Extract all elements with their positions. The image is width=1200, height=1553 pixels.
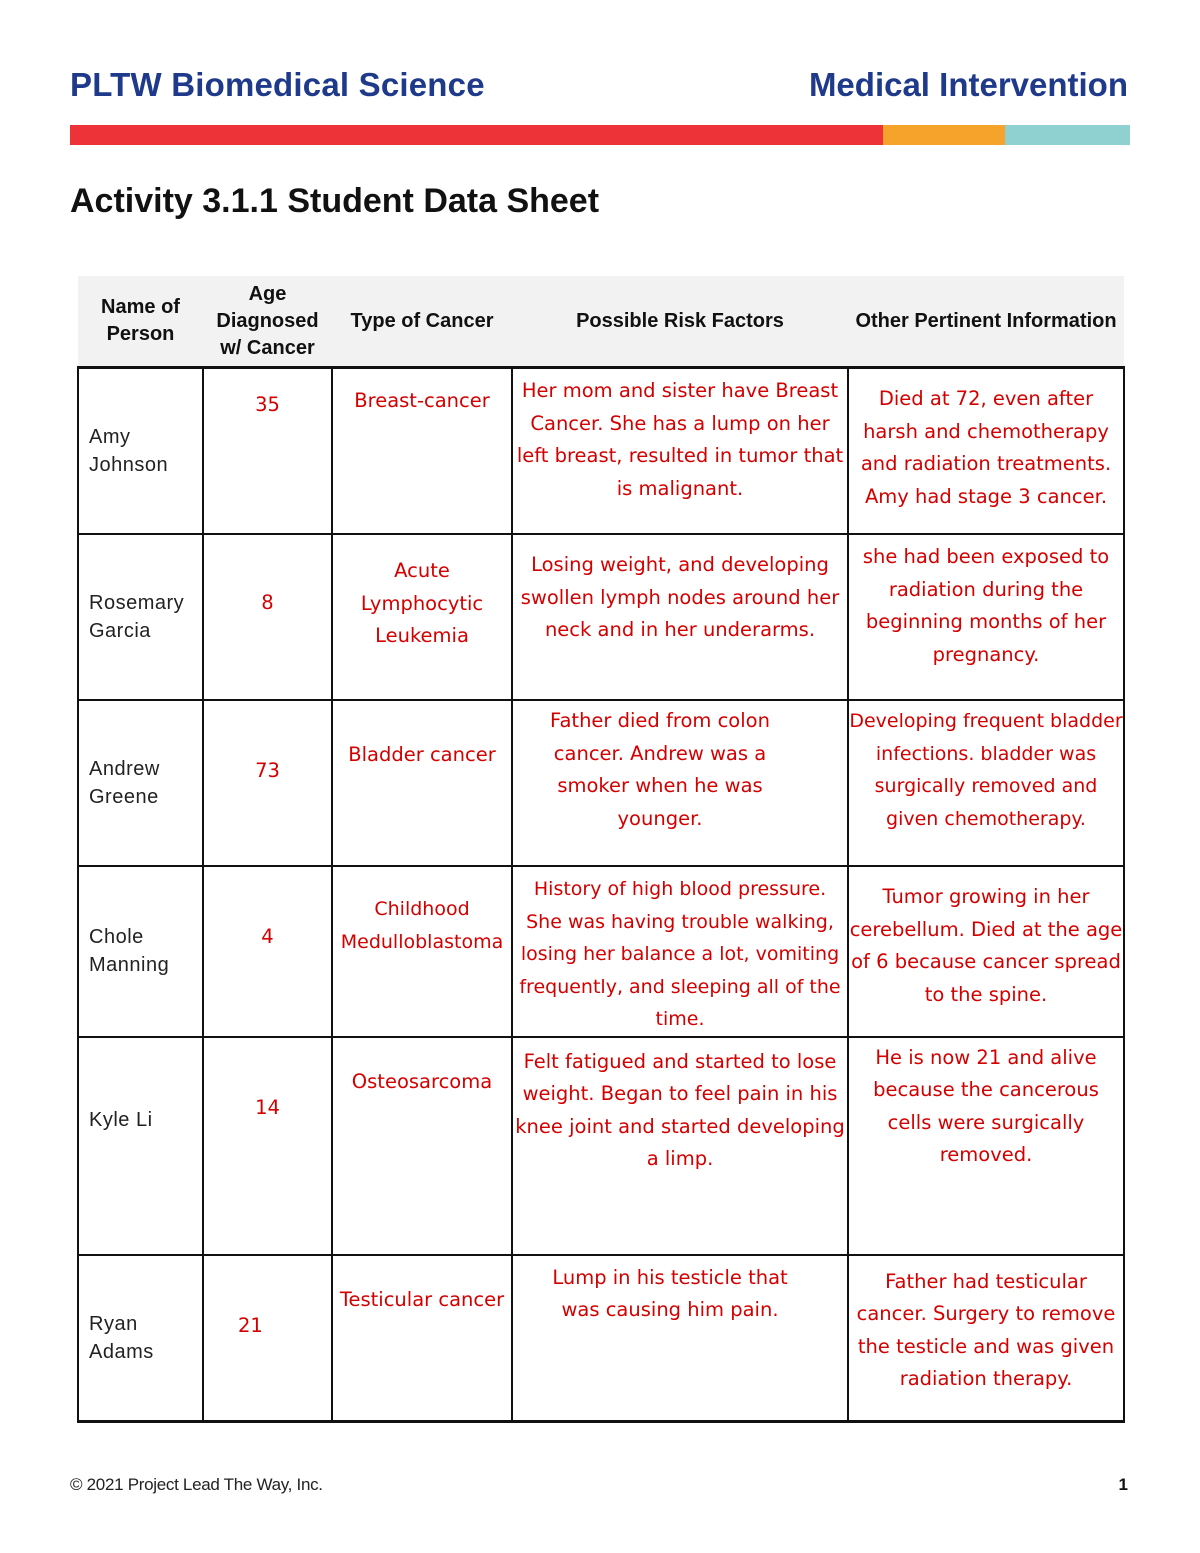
other-cell — [848, 1037, 1124, 1255]
column-header-other: Other Pertinent Information — [848, 276, 1124, 368]
age-diagnosed: 73 — [255, 759, 280, 782]
risk-factors: History of high blood pressure. She was having trouble walking, losing her balance a lot, vomiting frequently, and sleeping all of the time. — [519, 878, 841, 1030]
type-cell — [332, 866, 512, 1037]
other-cell — [848, 368, 1124, 535]
other-info: Died at 72, even after harsh and chemotherapy and radiation treatments. Amy had stage 3 cancer. — [860, 387, 1112, 508]
age-diagnosed: 14 — [255, 1095, 280, 1119]
copyright-notice: © 2021 Project Lead The Way, Inc. — [70, 1475, 323, 1494]
person-name: Andrew Greene — [78, 700, 203, 866]
cancer-type: Bladder cancer — [348, 743, 496, 766]
age-cell — [203, 1255, 332, 1422]
risk-factors: Felt fatigued and started to lose weight. Began to feel pain in his knee joint and started developing a limp. — [515, 1049, 845, 1170]
cancer-type: Acute Lymphocytic Leukemia — [360, 559, 484, 647]
cancer-type: Osteosarcoma — [351, 1069, 493, 1093]
age-cell — [203, 368, 332, 535]
risk-cell — [512, 368, 848, 535]
person-name: Kyle Li — [78, 1037, 203, 1255]
type-cell — [332, 700, 512, 866]
person-name: Chole Manning — [78, 866, 203, 1037]
course-title: PLTW Biomedical Science — [70, 66, 485, 103]
risk-cell — [512, 866, 848, 1037]
table-row — [78, 368, 1124, 535]
header-color-bar — [70, 125, 1130, 145]
column-header-type: Type of Cancer — [332, 276, 512, 368]
column-header-name: Name of Person — [78, 276, 203, 368]
color-bar-teal — [1005, 125, 1130, 145]
table-header-row — [78, 276, 1124, 368]
other-cell — [848, 1255, 1124, 1422]
person-name: Ryan Adams — [78, 1255, 203, 1422]
color-bar-red — [70, 125, 883, 145]
person-name: Rosemary Garcia — [78, 534, 203, 700]
other-info: Tumor growing in her cerebellum. Died at the age of 6 because cancer spread to the spine. — [849, 885, 1123, 1006]
age-cell — [203, 1037, 332, 1255]
age-diagnosed: 8 — [261, 591, 274, 614]
other-cell — [848, 866, 1124, 1037]
cancer-type: Testicular cancer — [339, 1287, 505, 1311]
cancer-type: Breast-cancer — [354, 389, 490, 412]
age-cell — [203, 534, 332, 700]
other-info: she had been exposed to radiation during the beginning months of her pregnancy. — [862, 545, 1110, 666]
type-cell — [332, 534, 512, 700]
table-row — [78, 1037, 1124, 1255]
risk-cell — [512, 700, 848, 866]
other-cell — [848, 700, 1124, 866]
other-info: Developing frequent bladder infections. bladder was surgically removed and given chemotherapy. — [849, 710, 1123, 830]
column-header-risk: Possible Risk Factors — [512, 276, 848, 368]
age-cell — [203, 866, 332, 1037]
type-cell — [332, 1037, 512, 1255]
person-name: Amy Johnson — [78, 368, 203, 535]
cancer-type: Childhood Medulloblastoma — [340, 898, 504, 953]
other-cell — [848, 534, 1124, 700]
color-bar-orange — [883, 125, 1005, 145]
page-number: 1 — [1118, 1475, 1128, 1494]
column-header-age: Age Diagnosed w/ Cancer — [203, 276, 332, 368]
risk-cell — [512, 1255, 848, 1422]
risk-factors: Losing weight, and developing swollen lymph nodes around her neck and in her underarms. — [520, 553, 840, 641]
age-diagnosed: 4 — [261, 925, 274, 948]
risk-factors: Father died from colon cancer. Andrew was a smoker when he was younger. — [550, 709, 770, 830]
unit-title: Medical Intervention — [808, 66, 1128, 103]
age-diagnosed: 21 — [238, 1313, 263, 1337]
table-row — [78, 700, 1124, 866]
table-row — [78, 866, 1124, 1037]
risk-cell — [512, 534, 848, 700]
page-title: Activity 3.1.1 Student Data Sheet — [70, 182, 600, 220]
risk-cell — [512, 1037, 848, 1255]
table-row — [78, 1255, 1124, 1422]
risk-factors: Her mom and sister have Breast Cancer. She has a lump on her left breast, resulted in tumor that is malignant. — [516, 379, 844, 500]
other-info: Father had testicular cancer. Surgery to remove the testicle and was given radiation therapy. — [856, 1269, 1116, 1390]
data-table — [77, 276, 1123, 1423]
other-info: He is now 21 and alive because the cancerous cells were surgically removed. — [873, 1045, 1099, 1166]
age-diagnosed: 35 — [255, 393, 280, 416]
type-cell — [332, 1255, 512, 1422]
age-cell — [203, 700, 332, 866]
type-cell — [332, 368, 512, 535]
table-row — [78, 534, 1124, 700]
risk-factors: Lump in his testicle that was causing him pain. — [552, 1265, 788, 1321]
